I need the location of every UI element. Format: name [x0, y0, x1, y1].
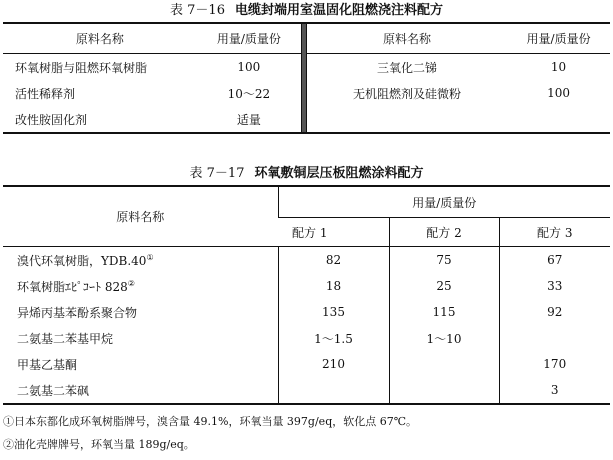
table-7-16-number: 表 7－16 — [170, 3, 225, 18]
cell-formula-3 — [499, 325, 610, 351]
cell-name-left: 环氧树脂与阻燃环氧树脂 — [15, 60, 148, 75]
table-7-16 — [3, 22, 610, 134]
table-7-16-caption: 电缆封端用室温固化阻燃浇注料配方 — [234, 3, 443, 18]
header-formula-3: 配方 3 — [499, 218, 610, 247]
cell-formula-2 — [389, 351, 499, 377]
cell-formula-1: 135 — [278, 299, 389, 325]
cell-formula-1: 18 — [278, 273, 389, 299]
cell-amount-left: 100 — [237, 60, 261, 74]
table-row — [3, 273, 610, 299]
table-7-16-title — [0, 3, 613, 19]
table-row — [3, 54, 610, 81]
cell-formula-3: 170 — [499, 351, 610, 377]
cell-formula-1 — [278, 377, 389, 404]
table-row — [3, 80, 610, 106]
cell-name: 甲基乙基酮 — [17, 357, 78, 372]
cell-name-text: 溴代环氧树脂，YDB.40 — [17, 253, 147, 268]
header-formula-2: 配方 2 — [389, 218, 499, 247]
cell-name — [3, 247, 278, 274]
header-amount-left: 用量/质量份 — [197, 23, 302, 54]
cell-name — [3, 273, 278, 299]
cell-amount-left: 适量 — [236, 112, 261, 127]
footnote-1: ①日本东都化成环氧树脂牌号，溴含量 49.1%，环氧当量 397g/eq，软化点 67℃。 — [3, 415, 418, 428]
cell-amount-right — [507, 106, 610, 133]
cell-formula-1: 1～1.5 — [278, 325, 389, 351]
table-row — [3, 325, 610, 351]
table-7-17-title — [0, 166, 613, 182]
table-7-17-number: 表 7－17 — [189, 166, 245, 181]
cell-formula-1: 82 — [278, 247, 389, 274]
cell-name-text: 环氧树脂ｴﾋﾟｺｰﾄ 828 — [17, 279, 128, 294]
cell-formula-2: 25 — [389, 273, 499, 299]
table-row — [3, 106, 610, 133]
header-name-left: 原料名称 — [3, 23, 197, 54]
footnote-mark: ② — [127, 278, 135, 288]
cell-name: 异烯丙基苯酚系聚合物 — [17, 305, 138, 320]
cell-formula-2 — [389, 377, 499, 404]
cell-name-right: 三氧化二锑 — [377, 60, 438, 75]
footnote-mark: ① — [146, 252, 154, 262]
header-usage: 用量/质量份 — [278, 186, 610, 218]
footnote-2: ②油化壳牌牌号，环氧当量 189g/eq。 — [3, 438, 195, 451]
cell-name: 二氨基二苯砜 — [17, 383, 90, 398]
header-formula-1: 配方 1 — [278, 218, 389, 247]
cell-formula-2: 75 — [389, 247, 499, 274]
cell-name-left: 活性稀释剂 — [15, 86, 76, 101]
table-row — [3, 377, 610, 404]
table-7-17-caption: 环氧敷铜层压板阻燃涂料配方 — [254, 166, 424, 181]
header-name: 原料名称 — [3, 186, 278, 247]
cell-formula-2: 1～10 — [389, 325, 499, 351]
table-row — [3, 351, 610, 377]
cell-formula-2: 115 — [389, 299, 499, 325]
header-amount-right: 用量/质量份 — [507, 23, 610, 54]
cell-amount-left: 10～22 — [227, 86, 271, 101]
table-7-17 — [3, 185, 610, 405]
cell-formula-3: 3 — [499, 377, 610, 404]
cell-name-left: 改性胺固化剂 — [15, 112, 88, 127]
table-7-17-header-row — [3, 186, 610, 218]
table-row — [3, 299, 610, 325]
cell-amount-right: 10 — [550, 60, 567, 74]
cell-formula-1: 210 — [278, 351, 389, 377]
cell-name: 二氨基二苯基甲烷 — [17, 331, 114, 346]
cell-name-right — [307, 106, 508, 133]
cell-name-right: 无机阻燃剂及硅微粉 — [353, 86, 462, 101]
cell-formula-3: 92 — [499, 299, 610, 325]
cell-formula-3: 33 — [499, 273, 610, 299]
table-7-16-header-row — [3, 23, 610, 54]
header-name-right: 原料名称 — [307, 23, 508, 54]
table-row — [3, 247, 610, 274]
cell-formula-3: 67 — [499, 247, 610, 274]
cell-amount-right: 100 — [547, 86, 571, 100]
